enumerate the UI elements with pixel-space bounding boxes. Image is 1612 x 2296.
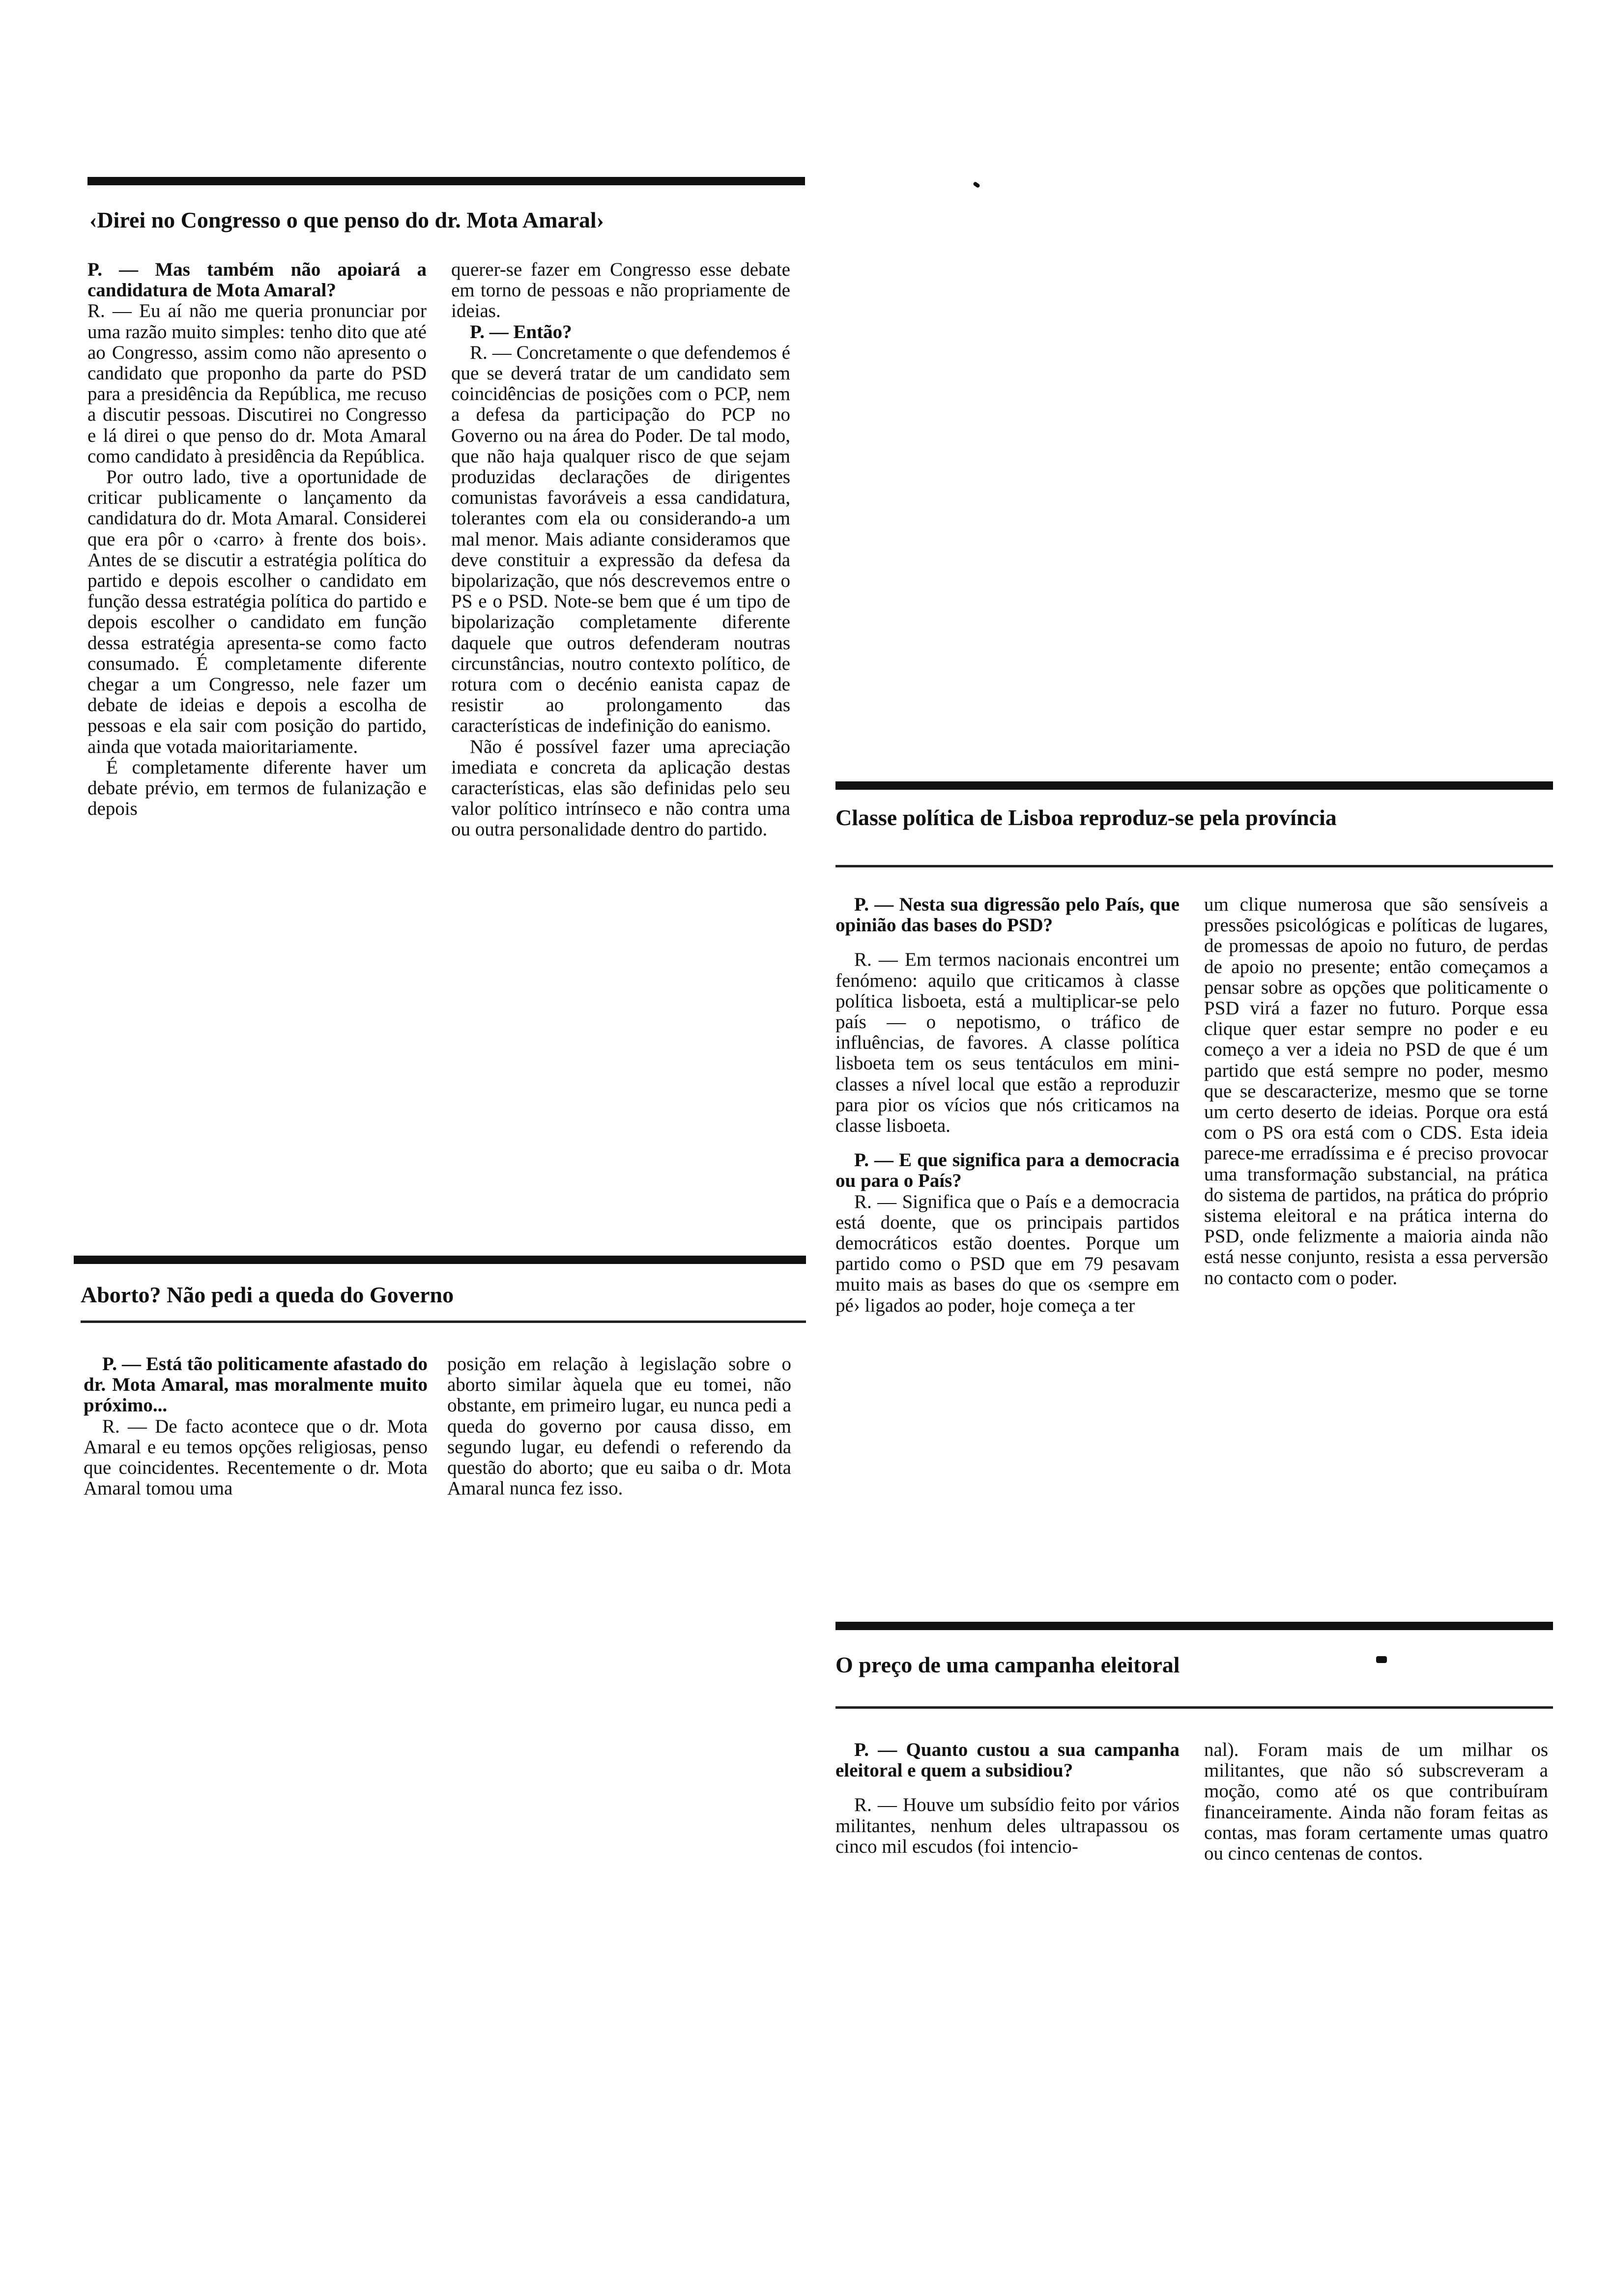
text-column-left (87, 259, 427, 819)
body-paragraph: Não é possível fazer uma apreciação imediata e concreta da aplicação destas características, elas são definidas pelo seu valor político intrínseco e não contra uma ou outra personalidade dentro do partido. (451, 736, 790, 840)
article-classe (835, 781, 1553, 1607)
body-paragraph: querer-se fazer em Congresso esse debate em torno de pessoas e não propriamente de ideias. (451, 259, 790, 322)
print-speck (973, 181, 980, 189)
answer-paragraph: R. — Em termos nacionais encontrei um fenómeno: aquilo que criticamos à classe política lisboeta, está a multiplicar-se pelo país — o nepotismo, o tráfico de influências, de favores. A classe política lisboeta tem os seus tentáculos em mini-classes a nível local que estão a reproduzir para pior os vícios que nós criticamos na classe lisboeta. (835, 949, 1180, 1137)
headline-underline (81, 1320, 806, 1323)
section-top-rule (835, 781, 1553, 790)
article-aborto (74, 1256, 806, 1609)
text-column-left (835, 1740, 1180, 1857)
headline-underline (835, 865, 1553, 867)
section-headline: Classe política de Lisboa reproduz-se pela província (835, 805, 1337, 830)
article-congresso (87, 177, 805, 1248)
text-column-right (447, 1354, 791, 1499)
answer-paragraph: R. — Significa que o País e a democracia está doente, que os principais partidos democráticos estão doentes. Porque um partido como o PSD que em 79 pesavam muito mais as bases do que os ‹sempre em pé› ligados ao poder, hoje começa a ter (835, 1191, 1180, 1316)
question-paragraph: P. — Quanto custou a sua campanha eleitoral e quem a subsidiou? (835, 1739, 1180, 1781)
print-speck (1376, 1656, 1387, 1663)
text-column-left (835, 894, 1180, 1316)
answer-paragraph: R. — Concretamente o que defendemos é que se deverá tratar de um candidato sem coincidências de posições com o PCP, nem a defesa da participação do PCP no Governo ou na área do Poder. De tal modo, que não haja qualquer risco de que sejam produzidas declarações de dirigentes comunistas favoráveis a essa candidatura, tolerantes com ela ou considerando-a um mal menor. Mais adiante consideramos que deve constituir a expressão da defesa da bipolarização, que nós descrevemos entre o PS e o PSD. Note-se bem que é um tipo de bipolarização completamente diferente daquele que outros defenderam noutras circunstâncias, noutro contexto político, de rotura com o decénio eanista capaz de resistir ao prolongamento das características de indefinição do eanismo. (451, 342, 790, 737)
section-headline: O preço de uma campanha eleitoral (835, 1652, 1180, 1677)
question-paragraph: P. — Nesta sua digressão pelo País, que opinião das bases do PSD? (835, 894, 1180, 936)
section-top-rule (74, 1256, 806, 1264)
body-paragraph: um clique numerosa que são sensíveis a pressões psicológicas e políticas de lugares, de promessas de apoio no futuro, de perdas de apoio no presente; então começamos a pensar sobre as opções que politicamente o PSD virá a fazer no futuro. Porque essa clique quer estar sempre no poder e eu começo a ver a ideia no PSD de que é um partido que está sempre no poder, mesmo que se descaracterize, mesmo que se torne um certo deserto de ideias. Porque ora está com o PS ora está com o CDS. Esta ideia parece-me erradíssima e é preciso provocar uma transformação substancial, na prática do sistema de partidos, na prática do próprio sistema eleitoral e na prática interna do PSD, onde felizmente a maioria ainda não está nesse conjunto, resista a essa perversão no contacto com o poder. (1204, 894, 1548, 1289)
text-column-right (451, 259, 790, 840)
question-paragraph: P. — Mas também não apoiará a candidatura de Mota Amaral? (87, 259, 427, 301)
section-top-rule (835, 1622, 1553, 1630)
article-campanha (835, 1622, 1553, 1995)
section-headline: ‹Direi no Congresso o que penso do dr. Mota Amaral› (89, 207, 604, 232)
text-column-right (1204, 1740, 1548, 1864)
body-paragraph: nal). Foram mais de um milhar os militantes, que não só subscreveram a moção, como até os que contribuíram financeiramente. Ainda não foram feitas as contas, mas foram certamente umas quatro ou cinco centenas de contos. (1204, 1739, 1548, 1865)
answer-paragraph: R. — Eu aí não me queria pronunciar por uma razão muito simples: tenho dito que até ao Congresso, assim como não apresento o candidato que proponho da parte do PSD para a presidência da República, me recuso a discutir pessoas. Discutirei no Congresso e lá direi o que penso do dr. Mota Amaral como candidato à presidência da República. (87, 300, 427, 467)
question-paragraph: P. — Então? (470, 321, 572, 343)
body-paragraph: Por outro lado, tive a oportunidade de criticar publicamente o lançamento da candidatura do dr. Mota Amaral. Considerei que era pôr o ‹carro› à frente dos bois›. Antes de se discutir a estratégia política do partido e depois escolher o candidato em função dessa estratégia política do partido e depois escolher o candidato em função dessa estratégia apresenta-se como facto consumado. É completamente diferente chegar a um Congresso, nele fazer um debate de ideias e depois a escolha de pessoas e ela sair com posição do partido, ainda que votada maioritariamente. (87, 466, 427, 757)
question-paragraph: P. — Está tão politicamente afastado do dr. Mota Amaral, mas moralmente muito próximo... (84, 1353, 428, 1416)
text-column-left (84, 1354, 428, 1499)
body-paragraph: É completamente diferente haver um debate prévio, em termos de fulanização e depois (87, 756, 427, 820)
body-paragraph: posição em relação à legislação sobre o aborto similar àquela que eu tomei, não obstante, em primeiro lugar, eu nunca pedi a queda do governo por causa disso, em segundo lugar, eu defendi o referendo da questão do aborto; que eu saiba o dr. Mota Amaral nunca fez isso. (447, 1353, 791, 1499)
headline-underline (835, 1706, 1553, 1709)
text-column-right (1204, 894, 1548, 1289)
answer-paragraph: R. — De facto acontece que o dr. Mota Amaral e eu temos opções religiosas, penso que coincidentes. Recentemente o dr. Mota Amaral tomou uma (84, 1415, 428, 1499)
answer-paragraph: R. — Houve um subsídio feito por vários militantes, nenhum deles ultrapassou os cinco mil escudos (foi intencio- (835, 1794, 1180, 1857)
section-headline: Aborto? Não pedi a queda do Governo (81, 1282, 454, 1307)
section-top-rule (87, 177, 805, 185)
question-paragraph: P. — E que significa para a democracia ou para o País? (835, 1149, 1180, 1192)
